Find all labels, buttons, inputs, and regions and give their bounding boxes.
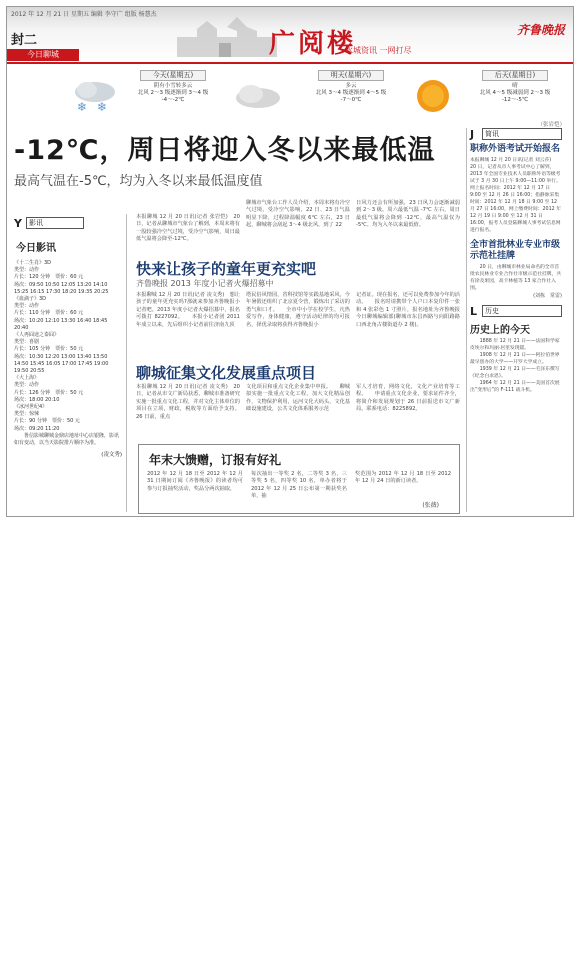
weather-dayafter-temp: -12～-5℃ <box>501 97 529 103</box>
article3-col-1: 本报聊城 12 月 20 日讯(记者 凌文秀) 20 日，记者从市文广新局获悉，聊城市准备研究实施一批重点文化工程，并对文化主体单位的项目在立项，财政，税收等方面给予支持。26 日前，重点 <box>136 384 240 420</box>
brief-item1-title: 职称外语考试开始报名 <box>470 144 561 154</box>
movies-credit: (凌文秀) <box>101 452 122 459</box>
tag-letter: L <box>470 304 478 318</box>
weather-dayafter-wind: 北风 4～5 级减弱到 2～3 级 <box>479 90 551 96</box>
weather-dayafter-desc: 晴 <box>512 83 518 89</box>
history-body: 1888 年 12 月 21 日——法国科学家皮埃尔和玛丽·居里发现镭。 1908 年 12 月 21 日——阿拉伯世界最早创办的大学——开罗大学成立。 1939 年 12 月 21 日——毛泽东撰写《纪念白求恩》。 1964 年 12 月 21 日——美国首次展出“变形后”的 F-111 战斗机。 <box>470 339 560 393</box>
tag-name: 历史 <box>482 305 562 317</box>
cloud-icon <box>233 82 283 110</box>
weather-tomorrow-day: 明天(星期六) <box>318 70 384 81</box>
svg-text:❄: ❄ <box>97 100 108 114</box>
article2-col-1: 本报聊城 12 月 20 日讯(记者 凌文秀) 想让孩子的童年更充实吗?那就来参加齐鲁晚报小记者吧。2013 年度小记者火爆招募中，报名可拨打 8227092。 本报小记者团 2011 年成立以来，先后组织小记者前往济南九顶 <box>136 292 240 328</box>
tag-letter: Y <box>14 216 22 230</box>
section-tag: 今日聊城 <box>7 49 79 61</box>
headline-vrule <box>466 128 467 512</box>
header-subtitle: 水城资讯 一网打尽 <box>345 46 412 55</box>
weather-today-wind: 北风 2～3 级逐渐到 3～4 级 <box>137 90 209 96</box>
tag-box-brief <box>470 128 562 140</box>
page-header <box>7 7 573 63</box>
article3-title: 聊城征集文化发展重点项目 <box>136 364 317 382</box>
tag-name: 简讯 <box>482 128 562 140</box>
promo-title: 年末大馈赠，订报有好礼 <box>149 453 282 467</box>
promo-col-1: 2012 年 12 月 18 日至 2012 年 12 月 31 日期间订阅《齐鲁晚报》的读者均可参与订报抽奖活动，奖品分两次抽取， <box>147 471 243 492</box>
left-vrule <box>126 214 127 512</box>
weather-strip <box>7 68 573 126</box>
promo-box <box>138 444 460 514</box>
weather-today-day: 今天(星期五) <box>140 70 206 81</box>
weather-today-desc: 阴有小雪转多云 <box>153 83 193 89</box>
article2-subtitle: 齐鲁晚报 2013 年度小记者火爆招募中 <box>136 279 274 288</box>
weather-tomorrow-temp: -7～0℃ <box>340 97 362 103</box>
snow-cloud-icon <box>69 78 121 114</box>
weather-tomorrow-desc: 多云 <box>345 83 357 89</box>
history-title: 历史上的今天 <box>470 325 530 336</box>
right-column <box>470 127 569 394</box>
article2-col-2: 塔民俗风情园，省科技馆等实践基地采风，今年暑假还组织了北京夏令营，锻炼出了采访的勇气和口才。 全市中小学在校学生，凡热爱写作，身体健康，遵守活动纪律的均可报名，择优录取将获得齐鲁晚报小 <box>246 292 350 328</box>
article2-col-3: 记者证。现在报名，还可以免费参加今年的活动。 报名时请携带个人户口本复印件一张和 4 张彩色 1 寸照片，报名地址为齐鲁晚报今日聊城编辑部(聊城市东昌西路与向阳路路口西北角古楼街道办 2 楼)。 <box>356 292 460 328</box>
weather-tomorrow <box>299 70 403 104</box>
header-title: 广阅楼 <box>269 29 357 59</box>
headline: -12℃，周日将迎入冬以来最低温 <box>14 135 436 166</box>
brief-item1-body: 本报聊城 12 月 20 日讯(记者 刘云莎) 20 日，记者从市人事考试中心了解到，2013 年全国专业技术人员职称外语等级考试于 3 月 30 日上午 9:00—11:00 举行。 网上报名时间：2012 年 12 月 17 日 9:00 至 12 月 26 日 16:00；指静脉采集时间：2012 年 12 月 18 日 9:00 至 12 月 27 日 16:00，网上缴费时间：2012 年 12 月 19 日 9:00 至 12 月 31 日 16:00，报考人员登陆聊城人事考试信息网进行报名。 <box>470 158 569 233</box>
weather-credit: （张岩恺） <box>537 122 565 128</box>
subhead: 最高气温在-5℃，均为入冬以来最低温度值 <box>14 174 263 189</box>
tag-box-movies <box>14 217 84 229</box>
lead-col-1: 本报聊城 12 月 20 日讯(记者 张岩恺) 20 日，记者从聊城市气象台了解到，本周末将有一股较强冷空气过境，受冷空气影响，周日最低气温将会降至-12℃。 <box>136 214 240 243</box>
left-column <box>14 217 122 458</box>
svg-text:❄: ❄ <box>77 100 88 114</box>
article3-col-2: 文化项目和重点文化企业集中申报。 聊城拟实施一批重点文化工程，加大文化精品创作，文物保护利用，运河文化大码头，文化基础设施建设，公共文化体系服务示范 <box>246 384 350 413</box>
tag-name: 影讯 <box>26 217 84 229</box>
header-rule <box>7 62 573 64</box>
brief-item2-credit: (刘栋 常雷) <box>533 293 562 299</box>
brief-item2-title: 全市首批林业专业市级示范社挂牌 <box>470 240 561 261</box>
page-label: 封二 <box>11 33 38 48</box>
weather-dayafter-day: 后天(星期日) <box>482 70 548 81</box>
newspaper-logo: 齐鲁晚报 <box>516 23 565 37</box>
lead-col-3: 日风力还会有所加强，23 日风力会逐渐减弱到 2～3 级。周六最低气温 -7℃ 左右，周日最低气温将会降到 -12℃，最高气温仅为 -5℃，均为入冬以来最低值。 <box>356 200 460 229</box>
weather-tomorrow-wind: 北风 3～4 级逐渐到 4～5 级 <box>315 90 387 96</box>
article3-col-3: 军人才培育，网络文化，文化产业培育等工程。 申请重点文化企业，要求证件齐全，将简介和发展规划于 26 日前报送市文广新局。联系电话：8225892。 <box>356 384 460 413</box>
promo-credit: (张薇) <box>422 502 439 509</box>
sun-icon <box>409 74 457 118</box>
brief-item2-body: 20 日，由聊城市林业局命名的全市首批农民林业专业合作社市级示范社挂牌，共有徐及果园，高卡林植等 13 家合作社入围。 <box>470 265 562 291</box>
tag-box-history <box>470 305 562 317</box>
promo-col-2: 每次抽出一等奖 2 名，二等奖 3 名，三等奖 5 名，四等奖 10 名，单办者将于 2012 年 12 月 25 日公布第一期获奖名单，抽 <box>251 471 347 500</box>
lead-col-2: 聊城市气象台工作人员介绍，本周末将有冷空气过境，受冷空气影响，22 日、23 日气温明显下降，过程降温幅度 6℃ 左右，23 日起，聊城将会刮起 3～4 级北风，到了 22 <box>246 200 350 229</box>
weather-today-temp: -4～-2℃ <box>161 97 185 103</box>
article2-title: 快来让孩子的童年更充实吧 <box>136 260 317 278</box>
movie-listing: 《十二生肖》3D 类型：动作 片长：120 分钟 票价：60 元 场次：09:50 10:50 12:05 13:20 14:10 15:25 16:15 17:30 18:20 19:35 20:25 《血滴子》3D 类型：动作 片长：110 分钟 票价：60 元 场次：10:20 12:10 13:30 16:40 18:45 20:40 《人再囧途之泰囧》 类型：喜剧 片长：105 分钟 票价：50 元 场次：10:30 12:20 13:00 13:40 13:50 14:50 15:45 16:05 17:00 17:45 19:00 19:50 20:55 《大上海》 类型：动作 片长：126 分钟 票价：50 元 场次：18:00 20:10 《冰河世纪4》 类型：惊悚 片长：90 分钟 票价：50 元 场次：09:20 11:20 鲁信影城聊城金鼎店地址中心店银隆，影讯如有变动，以当天影院排片顺序为准。 <box>14 260 120 447</box>
weather-today <box>121 70 225 104</box>
tag-letter: J <box>470 127 475 141</box>
promo-col-3: 奖范围为 2012 年 12 月 18 日至 2012 年 12 月 24 日的新订读者。 <box>355 471 451 485</box>
movies-title: 今日影讯 <box>16 243 56 254</box>
weather-dayafter <box>463 70 567 104</box>
header-meta: 2012 年 12 月 21 日 星期五 编辑 李守广 组版 杨慧杰 <box>11 11 157 18</box>
